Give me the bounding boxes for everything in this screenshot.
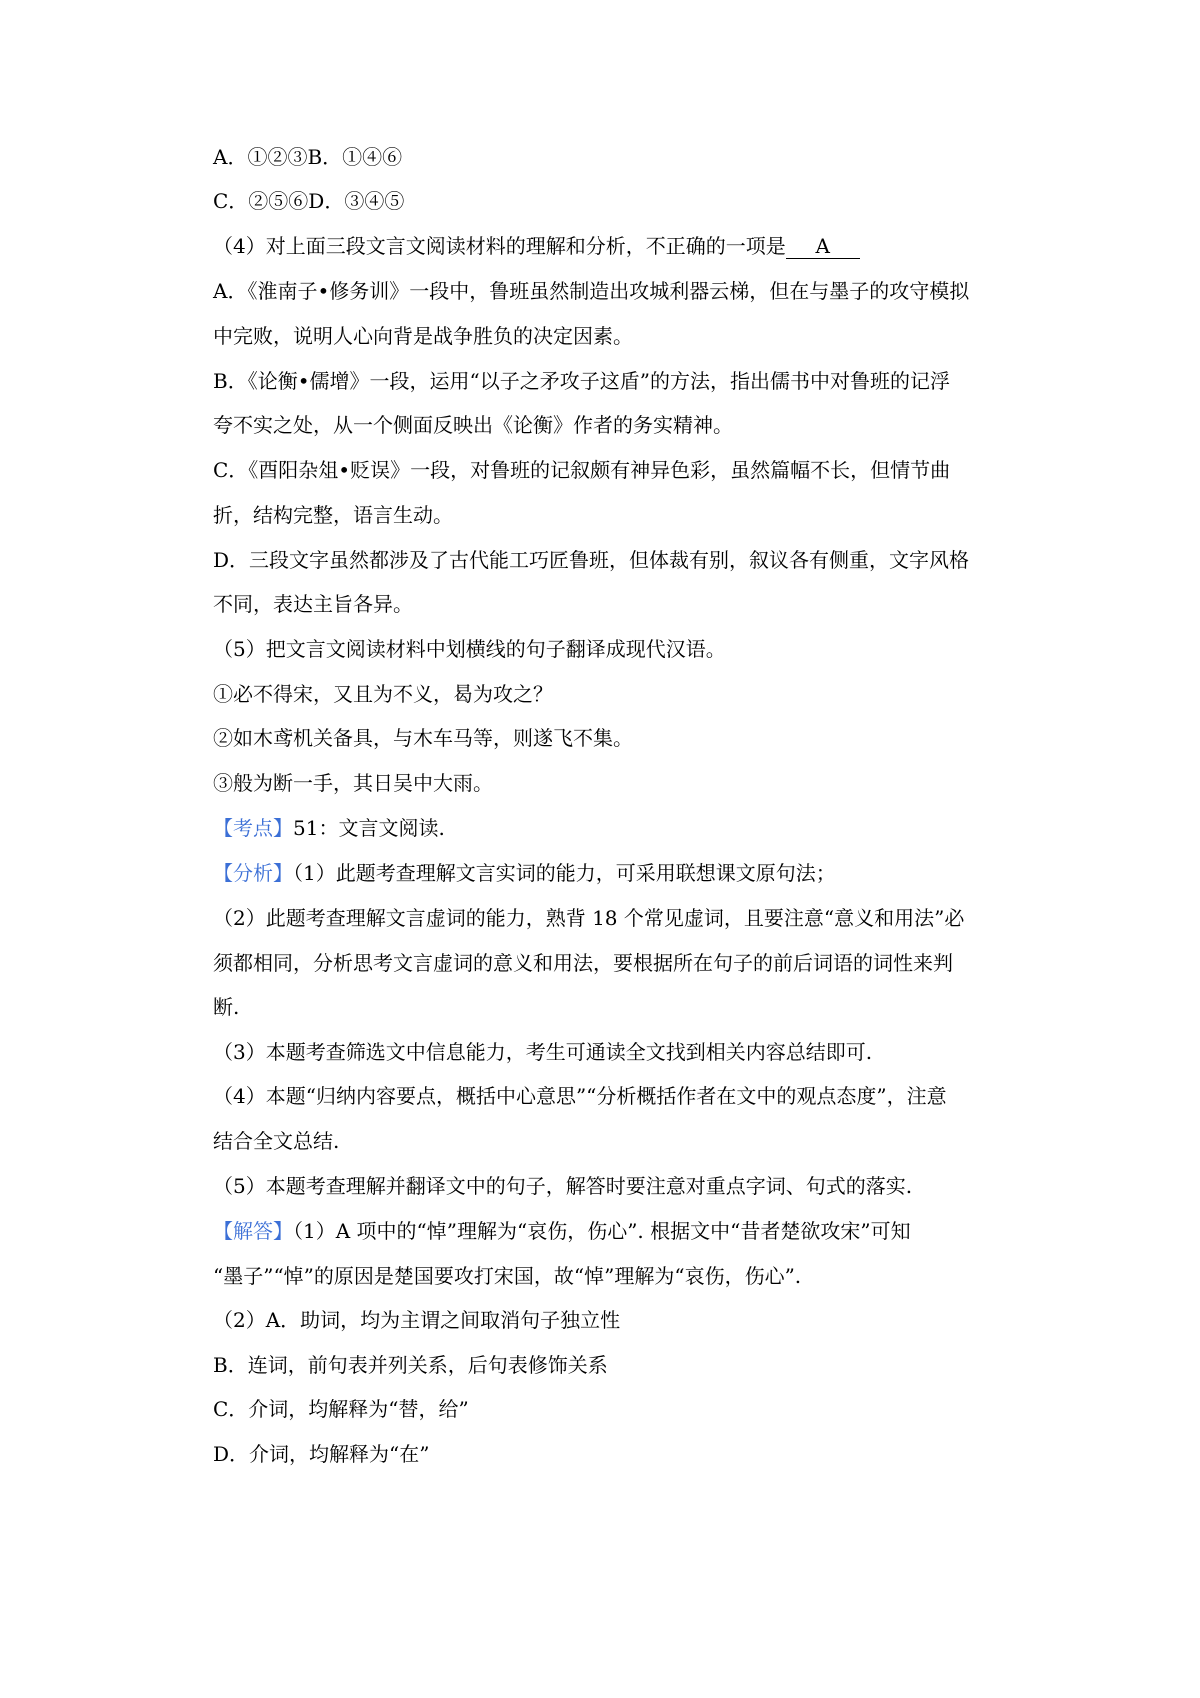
question-4-answer: A bbox=[786, 234, 860, 259]
text-line: 不同，表达主旨各异。 bbox=[213, 592, 413, 616]
option-line-cd: C．②⑤⑥D．③④⑤ bbox=[213, 189, 405, 213]
sentence-2: ②如木鸢机关备具，与木车马等，则遂飞不集。 bbox=[213, 726, 633, 750]
kaodian-tag: 【考点】 bbox=[213, 816, 293, 840]
fenxi-tag: 【分析】 bbox=[213, 861, 293, 885]
fenxi-line bbox=[213, 859, 836, 887]
text-line: C．《酉阳杂俎•贬误》一段，对鲁班的记叙颇有神异色彩，虽然篇幅不长，但情节曲 bbox=[213, 458, 951, 482]
text-line: （4）本题“归纳内容要点，概括中心意思”“分析概括作者在文中的观点态度”，注意 bbox=[213, 1084, 947, 1108]
text-line: （5）本题考查理解并翻译文中的句子，解答时要注意对重点字词、句式的落实. bbox=[213, 1174, 913, 1198]
question-4-prompt: （4）对上面三段文言文阅读材料的理解和分析，不正确的一项是 bbox=[213, 234, 786, 258]
text-line: 折，结构完整，语言生动。 bbox=[213, 503, 453, 527]
text-line: （3）本题考查筛选文中信息能力，考生可通读全文找到相关内容总结即可. bbox=[213, 1040, 873, 1064]
question-4 bbox=[213, 232, 860, 260]
text-line: 结合全文总结. bbox=[213, 1129, 340, 1153]
option-line-ab: A．①②③B．①④⑥ bbox=[213, 145, 403, 169]
text-line: （2）A．助词，均为主谓之间取消句子独立性 bbox=[213, 1308, 621, 1332]
text-line: 夸不实之处，从一个侧面反映出《论衡》作者的务实精神。 bbox=[213, 413, 733, 437]
text-line: “墨子”“悼”的原因是楚国要攻打宋国，故“悼”理解为“哀伤，伤心”. bbox=[213, 1264, 802, 1288]
jieda-text: （1）A 项中的“悼”理解为“哀伤，伤心”. 根据文中“昔者楚欲攻宋”可知 bbox=[293, 1219, 911, 1243]
text-line: （2）此题考查理解文言虚词的能力，熟背 18 个常见虚词，且要注意“意义和用法”必 bbox=[213, 906, 965, 930]
jieda-tag: 【解答】 bbox=[213, 1219, 293, 1243]
sentence-1: ①必不得宋，又且为不义，曷为攻之？ bbox=[213, 682, 553, 706]
fenxi-text: （1）此题考查理解文言实词的能力，可采用联想课文原句法； bbox=[293, 861, 836, 885]
jieda-line bbox=[213, 1217, 911, 1245]
text-line: D．介词，均解释为“在” bbox=[213, 1442, 430, 1466]
sentence-3: ③般为断一手，其日吴中大雨。 bbox=[213, 771, 493, 795]
text-line: 中完败，说明人心向背是战争胜负的决定因素。 bbox=[213, 324, 633, 348]
text-line: D．三段文字虽然都涉及了古代能工巧匠鲁班，但体裁有别，叙议各有侧重，文字风格 bbox=[213, 548, 970, 572]
question-5: （5）把文言文阅读材料中划横线的句子翻译成现代汉语。 bbox=[213, 637, 726, 661]
text-line: 断. bbox=[213, 995, 240, 1019]
text-line: A．《淮南子•修务训》一段中，鲁班虽然制造出攻城利器云梯，但在与墨子的攻守模拟 bbox=[213, 279, 970, 303]
text-line: B．连词，前句表并列关系，后句表修饰关系 bbox=[213, 1353, 608, 1377]
kaodian-text: 51：文言文阅读. bbox=[293, 816, 445, 840]
text-line: B．《论衡•儒增》一段，运用“以子之矛攻子这盾”的方法，指出儒书中对鲁班的记浮 bbox=[213, 369, 950, 393]
kaodian-line bbox=[213, 814, 445, 842]
text-line: C．介词，均解释为“替，给” bbox=[213, 1397, 469, 1421]
text-line: 须都相同，分析思考文言虚词的意义和用法，要根据所在句子的前后词语的词性来判 bbox=[213, 951, 953, 975]
